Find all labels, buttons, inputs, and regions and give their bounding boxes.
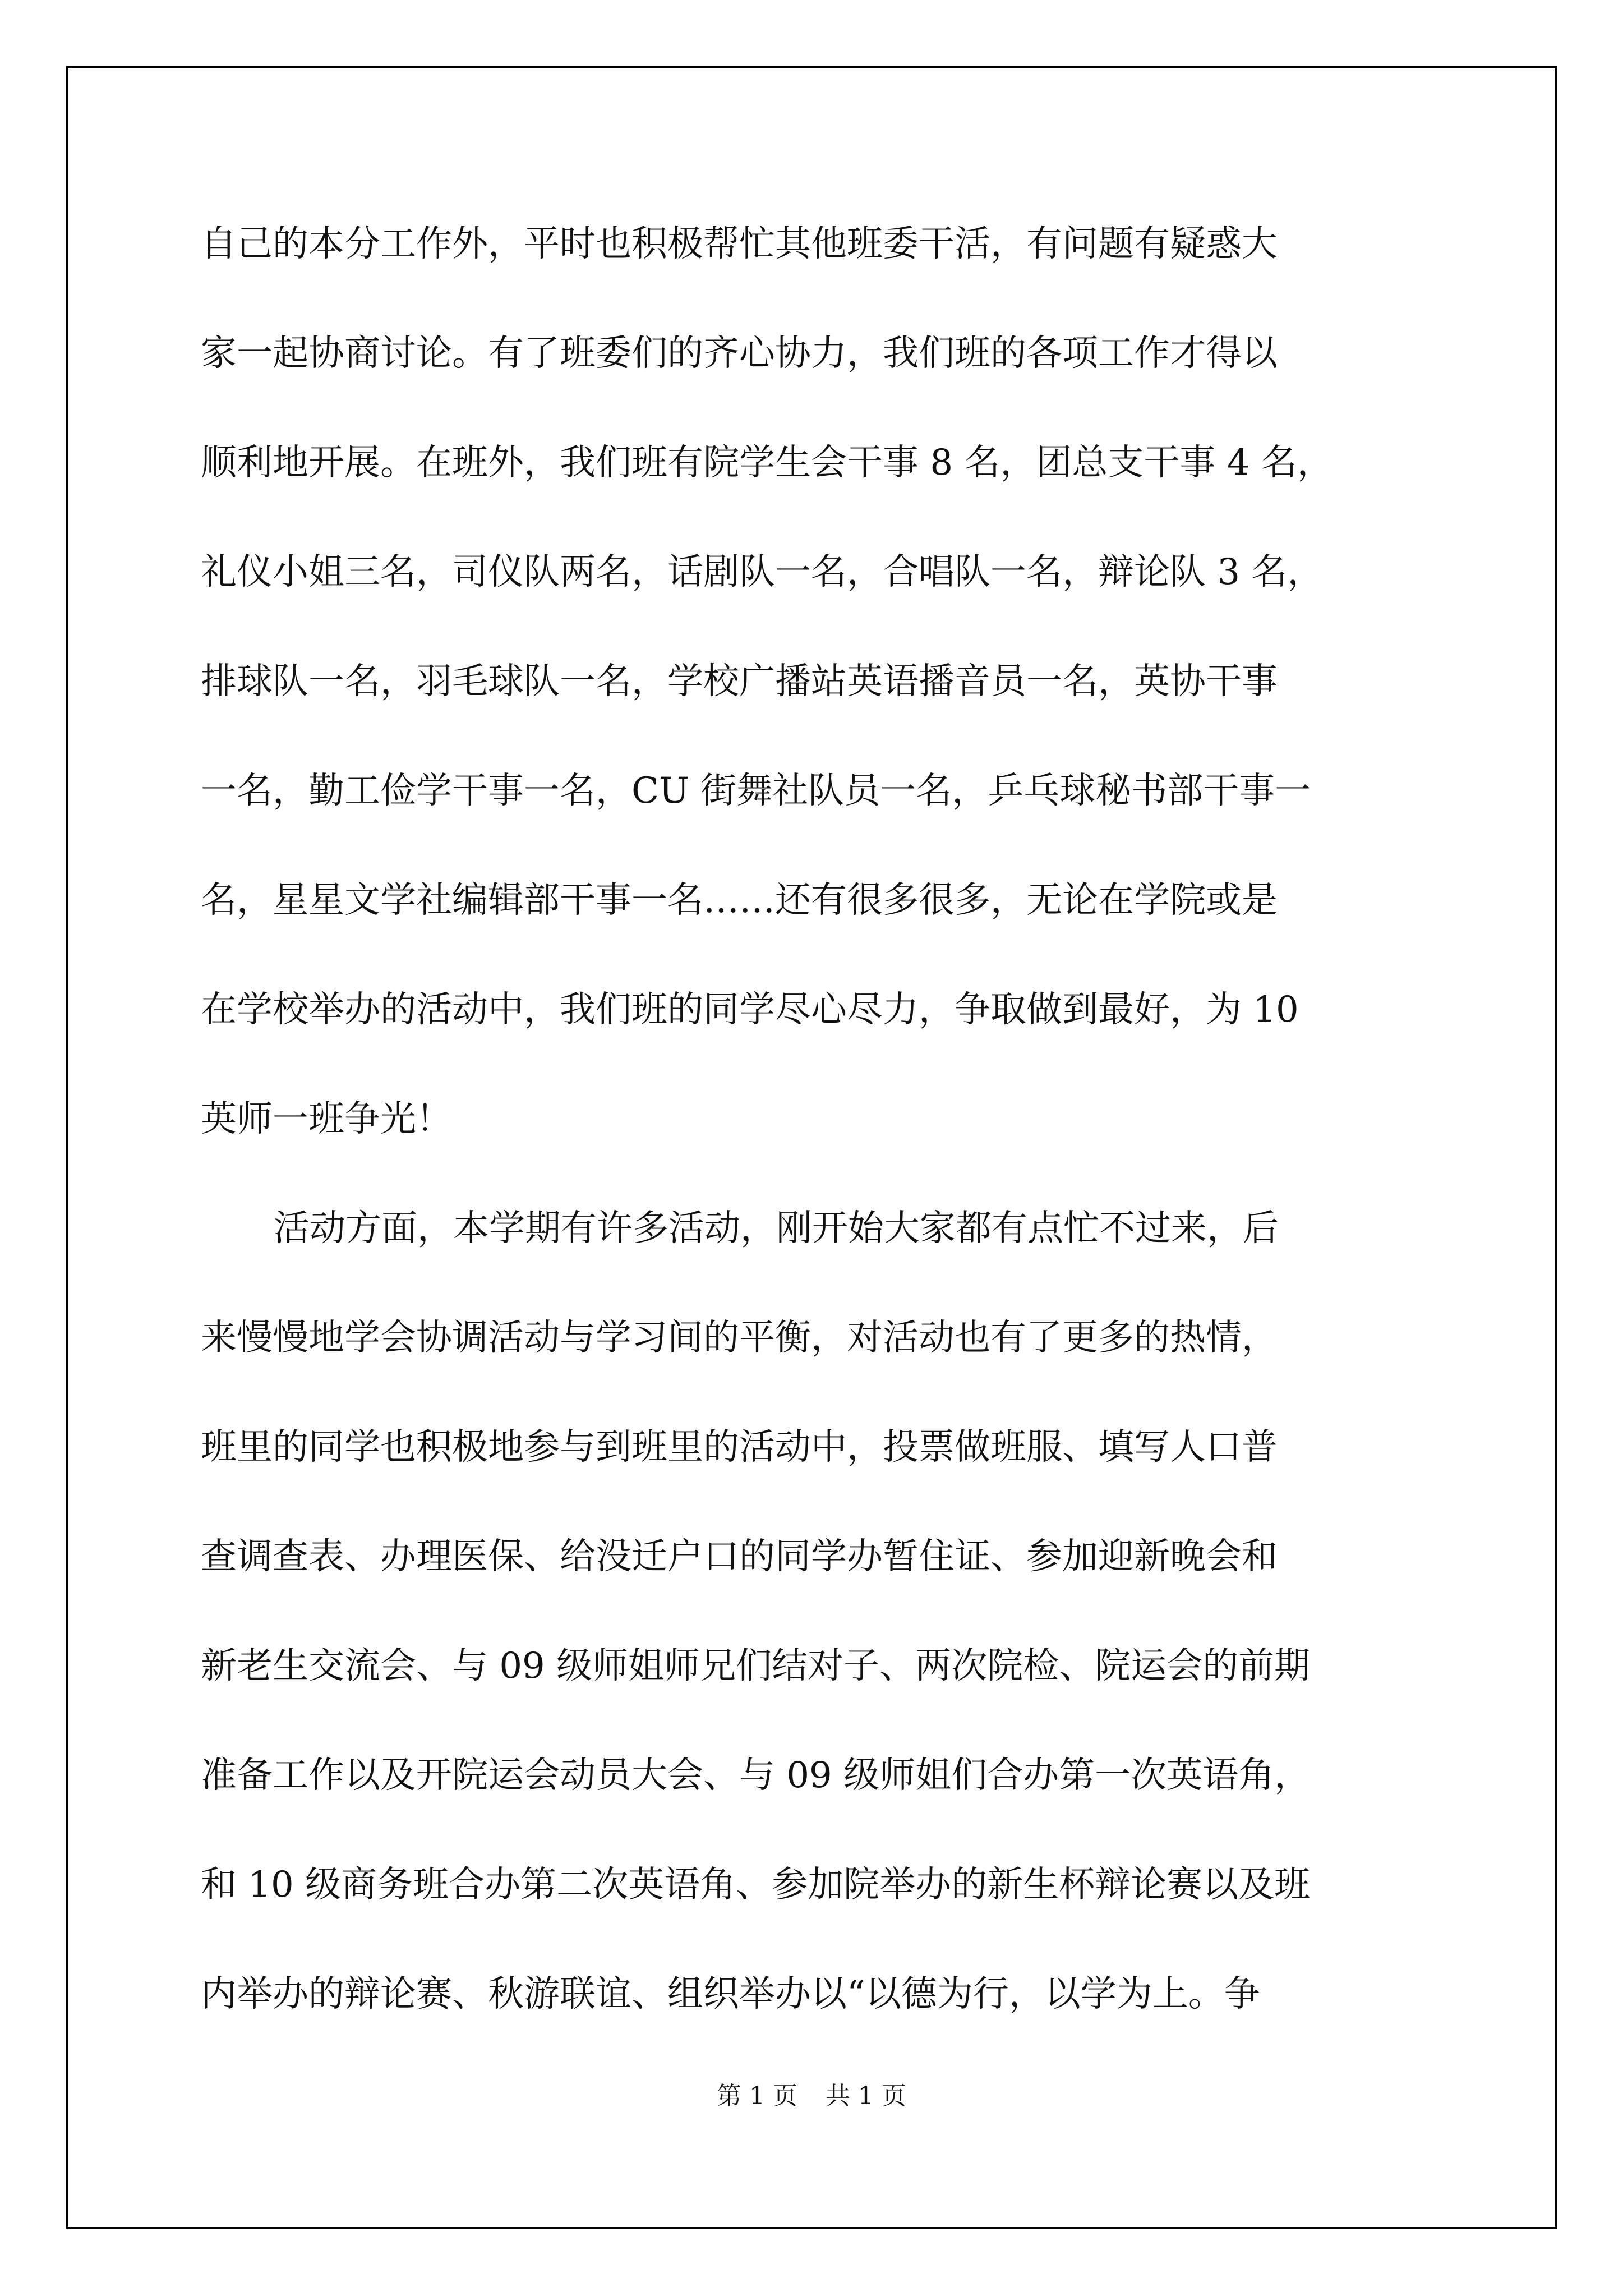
text-line: 一名，勤工俭学干事一名，CU 街舞社队员一名，乒乓球秘书部干事一	[201, 770, 1311, 812]
text-line: 查调查表、办理医保、给没迁户口的同学办暂住证、参加迎新晚会和	[201, 1536, 1278, 1577]
page-total: 共 1 页	[826, 2082, 906, 2110]
text-line: 自己的本分工作外，平时也积极帮忙其他班委干活，有问题有疑惑大	[201, 223, 1278, 265]
text-line: 和 10 级商务班合办第二次英语角、参加院举办的新生杯辩论赛以及班	[201, 1864, 1311, 1906]
document-body	[201, 210, 1435, 2070]
text-line: 礼仪小姐三名，司仪队两名，话剧队一名，合唱队一名，辩论队 3 名，	[201, 551, 1324, 593]
text-line: 准备工作以及开院运会动员大会、与 09 级师姐们合办第一次英语角，	[201, 1755, 1311, 1796]
text-line: 顺利地开展。在班外，我们班有院学生会干事 8 名，团总支干事 4 名，	[201, 442, 1333, 484]
text-line: 班里的同学也积极地参与到班里的活动中，投票做班服、填写人口普	[201, 1427, 1278, 1468]
text-line: 来慢慢地学会协调活动与学习间的平衡，对活动也有了更多的热情，	[201, 1317, 1278, 1359]
text-line: 家一起协商讨论。有了班委们的齐心协力，我们班的各项工作才得以	[201, 333, 1278, 374]
text-line: 内举办的辩论赛、秋游联谊、组织举办以“以德为行，以学为上。争	[201, 1973, 1260, 2015]
page-number: 第 1 页	[717, 2082, 797, 2110]
text-line: 排球队一名，羽毛球队一名，学校广播站英语播音员一名，英协干事	[201, 661, 1278, 702]
text-line: 名，星星文学社编辑部干事一名……还有很多很多，无论在学院或是	[201, 880, 1278, 921]
text-line: 新老生交流会、与 09 级师姐师兄们结对子、两次院检、院运会的前期	[201, 1645, 1311, 1687]
text-line: 在学校举办的活动中，我们班的同学尽心尽力，争取做到最好，为 10	[201, 989, 1299, 1030]
paragraph-start-line: 活动方面，本学期有许多活动，刚开始大家都有点忙不过来，后	[274, 1208, 1279, 1249]
page-footer	[0, 2076, 1623, 2111]
text-line: 英师一班争光！	[201, 1098, 452, 1140]
